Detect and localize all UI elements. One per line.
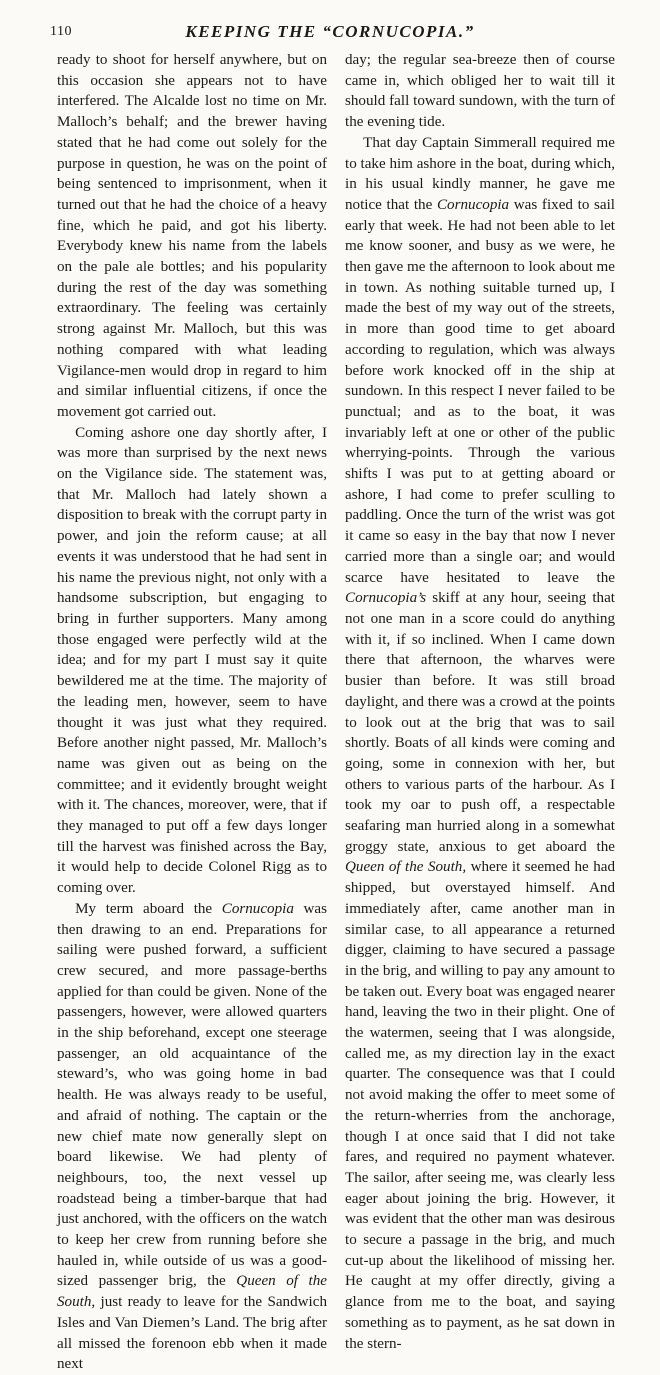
page-number: 110 <box>50 24 72 39</box>
text-run: ready to shoot for herself anywhere, but on this occasion she appears not to have interfered. The Alcalde lost no time on Mr. Malloch’s behalf; and the brewer having stated that he had come out solely for the purpose in question, he was on the point of being sentenced to imprisonment, when it turned out that he had the choice of a heavy fine, which he paid, and got his liberty. Everybody knew his name from the labels on the pale ale bottles; and his popularity during the rest of the day was something extraordinary. The feeling was certainly strong against Mr. Malloch, but this was nothing compared with what leading Vigilance-men would drop in regard to him and similar influential citizens, if once the movement got carried out. <box>57 52 327 420</box>
left-column <box>57 50 327 1373</box>
text-run: day; the regular sea-breeze then of course came in, which obliged her to wait till it should fall toward sundown, with the turn of the evening tide. <box>345 52 615 131</box>
running-title: KEEPING THE “CORNUCOPIA.” <box>185 22 475 41</box>
text-run: Coming ashore one day shortly after, I was more than surprised by the next news on the Vigilance side. The statement was, that Mr. Malloch had lately shown a disposition to break with the corrupt party in power, and join the reform cause; at all events it was understood that he had sent in his name the previous night, not only with a handsome subscription, but engaging to bring in further supporters. Many among those engaged were perfectly wild at the idea; and for my part I must say it quite bewildered me at the time. The majority of the leading men, however, seem to have thought it was just what they required. Before another night passed, Mr. Malloch’s name was given out as being on the committee; and it evidently brought weight with it. The chances, moreover, were, that if they managed to put off a few days longer till the harvest was finished across the Bay, it would help to decide Colonel Rigg as to coming over. <box>57 424 327 897</box>
italic-text: Cornucopia <box>221 900 294 917</box>
italic-text: Cornucopia’s <box>345 590 427 607</box>
paragraph <box>57 50 327 423</box>
paragraph <box>345 50 615 133</box>
paragraph <box>57 899 327 1375</box>
italic-text: Queen of the South, <box>345 859 467 876</box>
text-run: was fixed to sail early that week. He had not been able to let me know sooner, and busy as we were, he then gave me the afternoon to look about me in town. As nothing suitable turned up, I made the best of my way out of the streets, in more than good time to get aboard according to regulation, which was always before work knocked off in the ship at sundown. In this respect I never failed to be punctual; and as to the boat, it was invariably left at one or other of the public wherrying-points. Through the various shifts I was put to at getting aboard or ashore, I had come to prefer sculling to paddling. Once the turn of the wrist was got it came so easy in the bay that now I never carried more than a single oar; and would scarce have hesitated to leave the <box>345 196 615 586</box>
text-run: was then drawing to an end. Preparations for sailing were pushed forward, a sufficient crew secured, and more passage-berths applied for than could be given. None of the passengers, however, were allowed quarters in the ship beforehand, except one steerage passenger, an old acquaintance of the steward’s, who was going home in bad health. He was always ready to be useful, and afraid of nothing. The captain or the new chief mate now generally slept on board likewise. We had plenty of neighbours, too, the next vessel up roadstead being a timber-barque that had just anchored, with the officers on the watch to keep her crew from running before she hauled in, while outside of us was a good-sized passenger brig, the <box>57 900 327 1290</box>
paragraph <box>345 133 615 1354</box>
text-run: just ready to leave for the Sandwich Isles and Van Diemen’s Land. The brig after all missed the forenoon ebb when it made next <box>57 1294 327 1373</box>
text-run: where it seemed he had shipped, but overstayed himself. And immediately after, came another man in similar case, to all appearance a returned digger, claiming to have secured a passage in the brig, and willing to pay any amount to be taken out. Every boat was engaged nearer hand, leaving the two in their plight. One of the watermen, seeing that I was alongside, called me, as my direction lay in the exact quarter. The consequence was that I could not avoid making the offer to meet some of the return-wherries from the anchorage, though I at once said that I did not take fares, and required no payment whatever. The sailor, after seeing me, was clearly less eager about joining the brig. However, it was evident that the other man was desirous to secure a passage in the brig, and much cut-up about the likelihood of missing her. He caught at my offer directly, giving a glance from me to the boat, and saying something as to payment, as he sat down in the stern- <box>345 859 615 1352</box>
text-run: skiff at any hour, seeing that not one man in a score could do anything with it, if so inclined. When I came down there that afternoon, the wharves were busier than before. It was still broad daylight, and there was a crowd at the points to look out at the brig that was to sail shortly. Boats of all kinds were coming and going, some in connexion with her, but others to various parts of the harbour. As I took my oar to push off, a respectable seafaring man hurried along in a somewhat groggy state, anxious to get aboard the <box>345 590 615 855</box>
right-column <box>345 50 615 1352</box>
paragraph <box>57 423 327 899</box>
italic-text: Cornucopia <box>436 196 510 213</box>
italic-text: Queen of the South, <box>57 1273 327 1311</box>
text-run: My term aboard the <box>75 900 222 917</box>
text-run: That day Captain Simmerall required me to take him ashore in the boat, during which, in his usual kindly manner, he gave me notice that the <box>345 134 615 213</box>
